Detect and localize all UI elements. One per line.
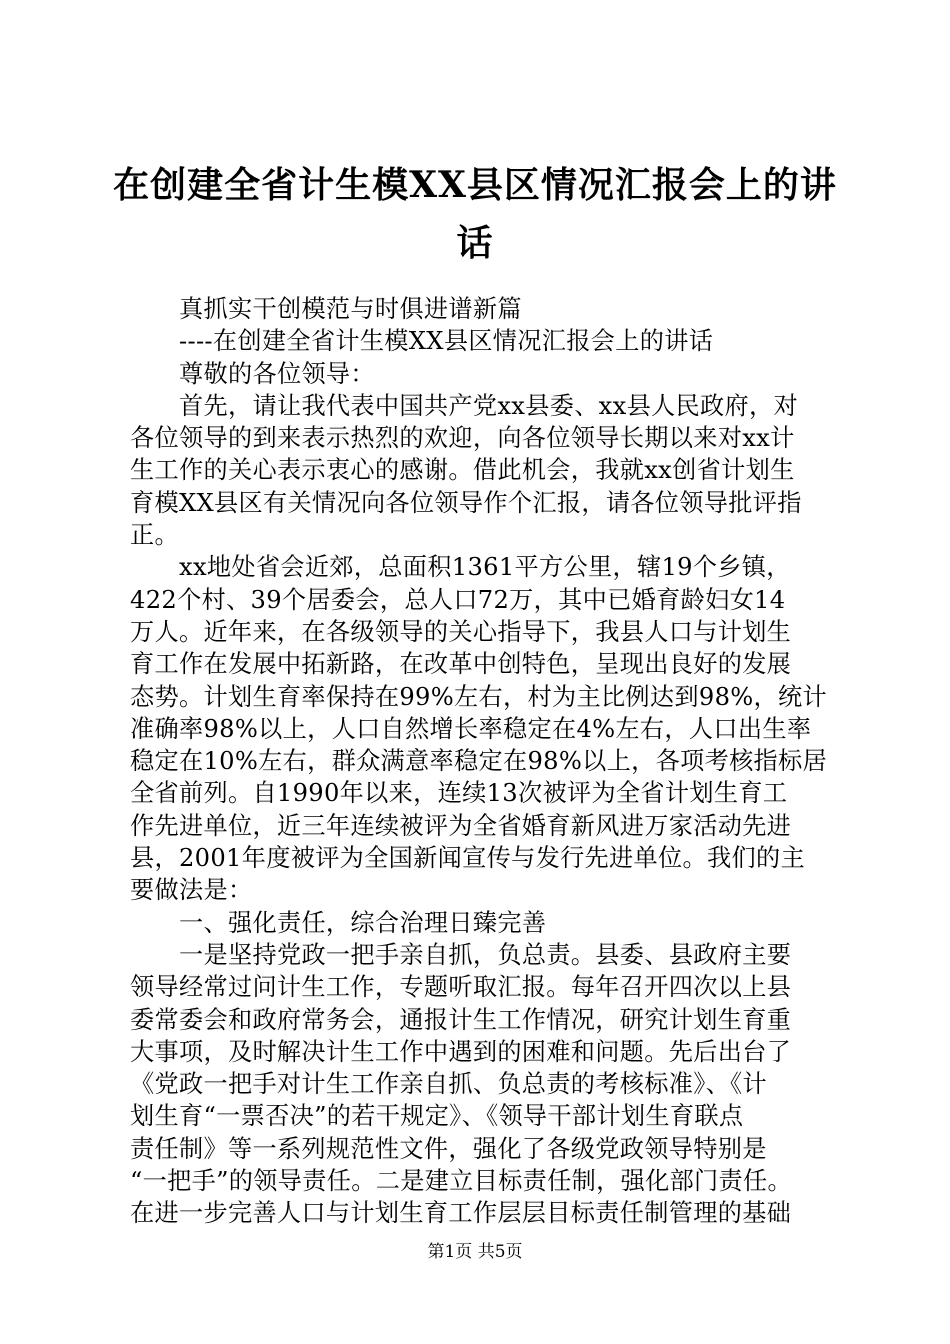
body-line: 作先进单位，近三年连续被评为全省婚育新风进万家活动先进 (130, 811, 792, 840)
body-line: 尊敬的各位领导： (179, 359, 375, 388)
body-line: 在进一步完善人口与计划生育工作层层目标责任制管理的基础 (130, 1199, 792, 1228)
body-line: 稳定在10%左右，群众满意率稳定在98%以上，各项考核指标居 (130, 747, 828, 776)
body-line: 首先，请让我代表中国共产党xx县委、xx县人民政府，对 (179, 391, 798, 420)
body-line: 县，2001年度被评为全国新闻宣传与发行先进单位。我们的主 (130, 844, 805, 873)
body-line: 生工作的关心表示衷心的感谢。借此机会，我就xx创省计划生 (130, 456, 795, 485)
body-line: 一、强化责任，综合治理日臻完善 (179, 908, 547, 937)
body-line: 责任制》等一系列规范性文件，强化了各级党政领导特别是 (130, 1134, 767, 1163)
body-line: 全省前列。自1990年以来，连续13次被评为全省计划生育工 (130, 779, 788, 808)
body-line: 委常委会和政府常务会，通报计生工作情况，研究计划生育重 (130, 1005, 792, 1034)
body-line: 《党政一把手对计生工作亲自抓、负总责的考核标准》、《计 (130, 1070, 767, 1099)
page-footer: 第1页 共5页 (427, 1242, 523, 1262)
body-line: 要做法是： (130, 876, 253, 905)
body-line: 育模XX县区有关情况向各位领导作个汇报，请各位领导批评指 (130, 488, 802, 517)
body-line: 正。 (130, 521, 179, 550)
document-body (130, 293, 830, 1230)
body-line: 划生育“一票否决”的若干规定》、《领导干部计划生育联点 (130, 1102, 744, 1131)
body-line: 各位领导的到来表示热烈的欢迎，向各位领导长期以来对xx计 (130, 424, 795, 453)
body-line: “一把手”的领导责任。二是建立目标责任制，强化部门责任。 (130, 1167, 793, 1196)
body-line: 422个村、39个居委会，总人口72万，其中已婚育龄妇女14 (130, 585, 786, 614)
document-title-line-2: 话 (456, 222, 494, 264)
body-line: 态势。计划生育率保持在99%左右，村为主比例达到98%，统计 (130, 682, 828, 711)
document-title-line-1: 在创建全省计生模XX县区情况汇报会上的讲 (113, 164, 837, 206)
body-line: 真抓实干创模范与时俱进谱新篇 (179, 295, 522, 323)
body-line: xx地处省会近郊，总面积1361平方公里，辖19个乡镇， (179, 553, 791, 582)
body-line: ----在创建全省计生模XX县区情况汇报会上的讲话 (179, 327, 714, 356)
body-line: 一是坚持党政一把手亲自抓，负总责。县委、县政府主要 (179, 940, 792, 969)
body-line: 领导经常过问计生工作，专题听取汇报。每年召开四次以上县 (130, 973, 792, 1002)
body-line: 准确率98%以上，人口自然增长率稳定在4%左右，人口出生率 (130, 714, 812, 743)
body-line: 万人。近年来，在各级领导的关心指导下，我县人口与计划生 (130, 617, 792, 646)
body-line: 育工作在发展中拓新路，在改革中创特色，呈现出良好的发展 (130, 650, 792, 679)
body-line: 大事项，及时解决计生工作中遇到的困难和问题。先后出台了 (130, 1037, 792, 1066)
